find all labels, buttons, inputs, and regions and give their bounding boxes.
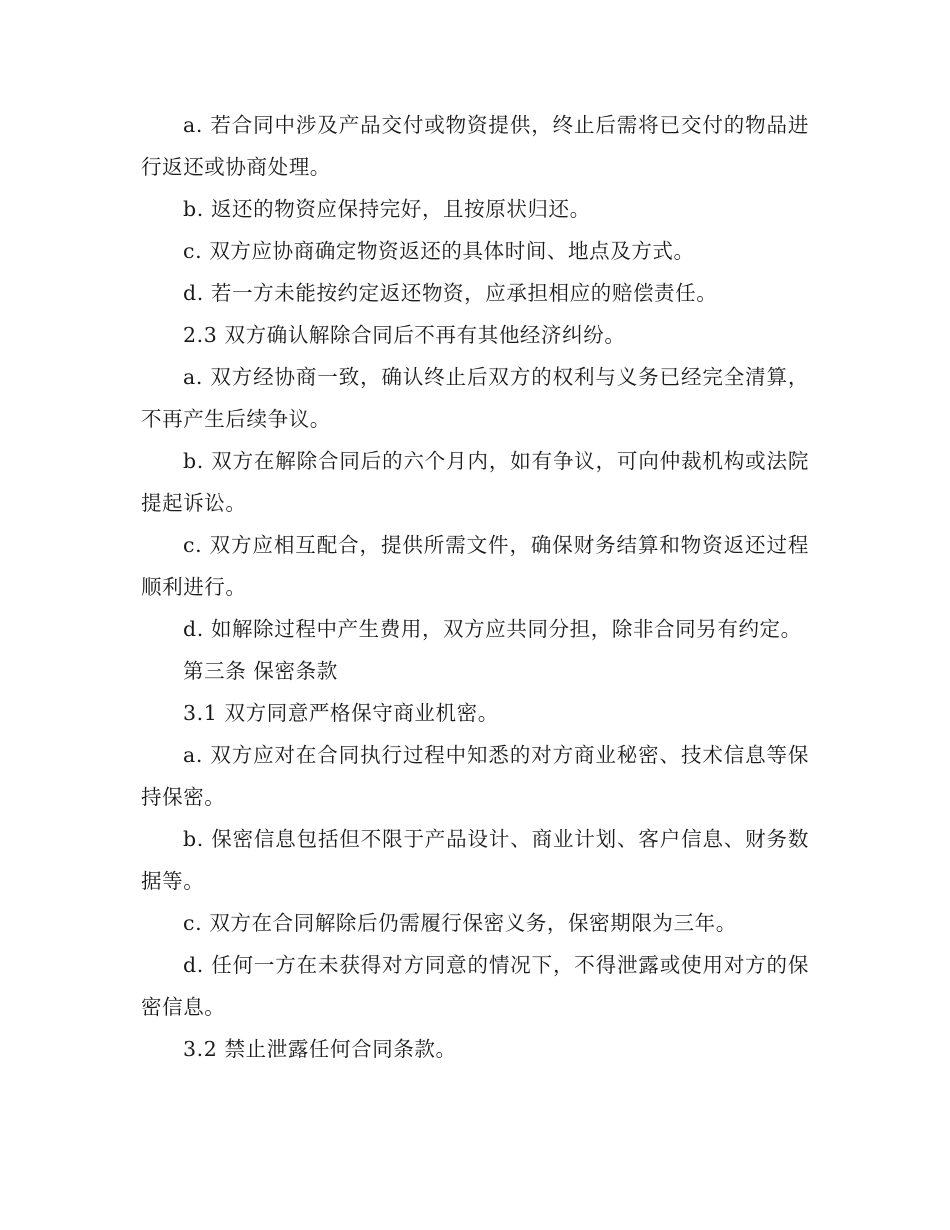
clause-2-2-d: d. 若一方未能按约定返还物资，应承担相应的赔偿责任。 — [183, 281, 718, 305]
clause-2-3-d: d. 如解除过程中产生费用，双方应共同分担，除非合同另有约定。 — [183, 617, 802, 641]
clause-3-1-d: d. 任何一方在未获得对方同意的情况下，不得泄露或使用对方的保密信息。 — [141, 953, 809, 1019]
clause-2-2-a: a. 若合同中涉及产品交付或物资提供，终止后需将已交付的物品进行返还或协商处理。 — [141, 113, 809, 179]
clause-3-1-c: c. 双方在合同解除后仍需履行保密义务，保密期限为三年。 — [183, 911, 737, 935]
document-body — [141, 104, 809, 1070]
clause-2-2-b: b. 返还的物资应保持完好，且按原状归还。 — [183, 197, 591, 221]
clause-3-1-a: a. 双方应对在合同执行过程中知悉的对方商业秘密、技术信息等保持保密。 — [141, 743, 809, 809]
clause-3-2-heading: 3.2 禁止泄露任何合同条款。 — [183, 1037, 457, 1061]
clause-3-1-heading: 3.1 双方同意严格保守商业机密。 — [183, 701, 499, 725]
clause-3-1-b: b. 保密信息包括但不限于产品设计、商业计划、客户信息、财务数据等。 — [141, 827, 809, 893]
clause-2-2-c: c. 双方应协商确定物资返还的具体时间、地点及方式。 — [183, 239, 695, 263]
clause-2-3-a: a. 双方经协商一致，确认终止后双方的权利与义务已经完全清算，不再产生后续争议。 — [141, 365, 809, 431]
clause-2-3-c: c. 双方应相互配合，提供所需文件，确保财务结算和物资返还过程顺利进行。 — [141, 533, 809, 599]
clause-2-3-b: b. 双方在解除合同后的六个月内，如有争议，可向仲裁机构或法院提起诉讼。 — [141, 449, 809, 515]
article-3-heading: 第三条 保密条款 — [183, 659, 338, 683]
clause-2-3-heading: 2.3 双方确认解除合同后不再有其他经济纠纷。 — [183, 323, 626, 347]
